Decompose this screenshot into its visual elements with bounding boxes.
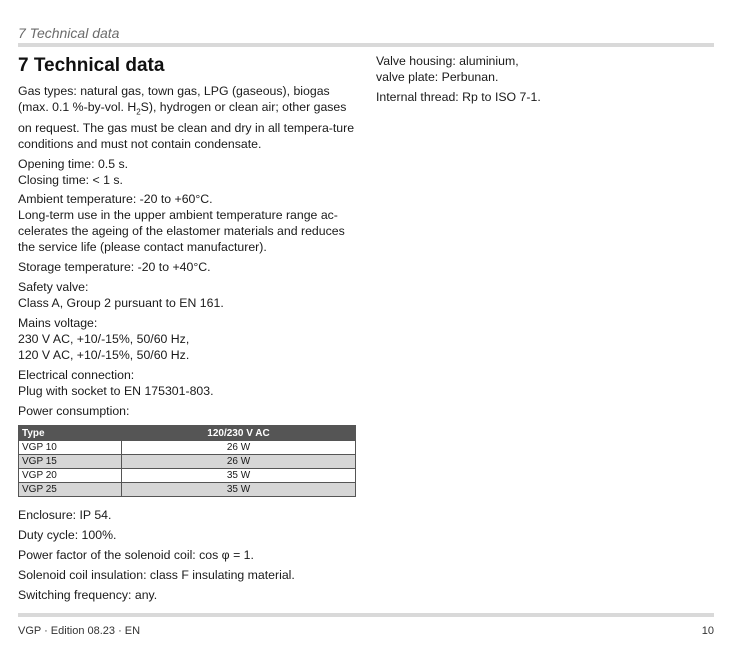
table-row	[19, 469, 356, 483]
table-cell-power: 26 W	[122, 441, 356, 455]
power-consumption-label: Power consumption:	[18, 404, 130, 419]
gas-types-text: Gas types: natural gas, town gas, LPG (gaseous), biogas (max. 0.1 %-by-vol. H	[18, 84, 330, 114]
gas-types-paragraph	[18, 83, 358, 152]
valve-housing-paragraph	[376, 53, 706, 85]
electrical-connection-paragraph	[18, 367, 358, 399]
valve-housing: Valve housing: aluminium,	[376, 54, 519, 68]
section-heading: 7 Technical data	[18, 55, 165, 76]
mains-voltage-230: 230 V AC, +10/-15%, 50/60 Hz,	[18, 332, 190, 347]
ambient-note: Long-term use in the upper ambient temperature range ac-celerates the ageing of the elastomer materials and reduces the service life (please contact manufacturer).	[18, 208, 345, 255]
duty-cycle: Duty cycle: 100%.	[18, 528, 117, 543]
table-header-power: 120/230 V AC	[122, 426, 356, 441]
running-head: 7 Technical data	[18, 25, 120, 41]
table-cell-type: VGP 10	[19, 441, 122, 455]
table-cell-type: VGP 15	[19, 455, 122, 469]
timing-paragraph	[18, 156, 358, 188]
ambient-paragraph	[18, 191, 358, 255]
safety-valve-label: Safety valve:	[18, 280, 89, 295]
right-column	[376, 53, 706, 109]
safety-valve-paragraph	[18, 279, 358, 311]
internal-thread: Internal thread: Rp to ISO 7-1.	[376, 90, 541, 104]
mains-voltage-120: 120 V AC, +10/-15%, 50/60 Hz.	[18, 348, 190, 363]
opening-time: Opening time: 0.5 s.	[18, 157, 129, 172]
safety-valve-value: Class A, Group 2 pursuant to EN 161.	[18, 296, 224, 311]
table-cell-power: 35 W	[122, 483, 356, 497]
switching-frequency: Switching frequency: any.	[18, 588, 158, 603]
closing-time: Closing time: < 1 s.	[18, 173, 123, 188]
page-number: 10	[701, 625, 714, 637]
table-cell-power: 35 W	[122, 469, 356, 483]
storage-temperature: Storage temperature: -20 to +40°C.	[18, 260, 211, 275]
table-cell-type: VGP 20	[19, 469, 122, 483]
electrical-connection-label: Electrical connection:	[18, 368, 135, 383]
table-cell-power: 26 W	[122, 455, 356, 469]
gas-types-text-cont: S), hydrogen or clean air; other gases on request. The gas must be clean and dry in all tempera-ture conditions and must not contain condensate.	[18, 100, 355, 152]
left-column	[18, 53, 358, 607]
mains-voltage-paragraph	[18, 315, 358, 363]
table-header-row	[19, 426, 356, 441]
enclosure: Enclosure: IP 54.	[18, 508, 112, 523]
header-rule	[18, 43, 714, 47]
coil-insulation: Solenoid coil insulation: class F insulating material.	[18, 568, 295, 583]
valve-plate: valve plate: Perbunan.	[376, 70, 499, 84]
footer-edition: VGP · Edition 08.23 · EN	[18, 625, 141, 637]
electrical-connection-value: Plug with socket to EN 175301-803.	[18, 384, 214, 399]
table-row	[19, 441, 356, 455]
ambient-temperature: Ambient temperature: -20 to +60°C.	[18, 192, 213, 207]
power-consumption-table	[18, 425, 356, 497]
table-cell-type: VGP 25	[19, 483, 122, 497]
gas-types-subscript: 2	[136, 107, 141, 117]
power-factor: Power factor of the solenoid coil: cos φ = 1.	[18, 548, 254, 563]
table-header-type: Type	[19, 426, 122, 441]
table-row	[19, 455, 356, 469]
table-row	[19, 483, 356, 497]
footer-rule	[18, 613, 714, 617]
mains-voltage-label: Mains voltage:	[18, 316, 98, 331]
